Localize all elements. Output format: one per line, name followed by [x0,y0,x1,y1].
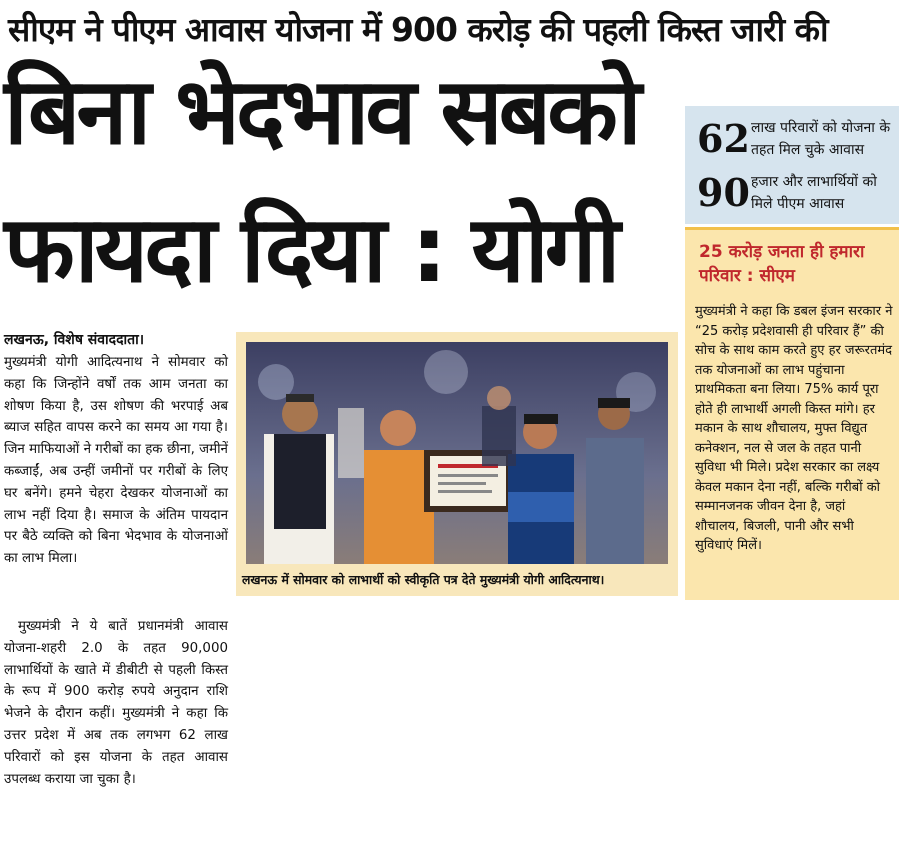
news-photo [246,342,668,564]
stat-row [697,114,897,164]
article-paragraph-2: मुख्यमंत्री ने ये बातें प्रधानमंत्री आवास योजना-शहरी 2.0 के तहत 90,000 लाभार्थियों के खाते में डीबीटी से पहली किस्त के रूप में 900 करोड़ रुपये अनुदान राशि भेजने के दौरान कहीं। मुख्यमंत्री ने कहा कि उत्तर प्रदेश में अब तक लगभग 62 लाख परिवारों को इस योजना के तहत आवास उपलब्ध कराया जा चुका है। [4,619,228,787]
photo-caption: लखनऊ में सोमवार को लाभार्थी को स्वीकृति पत्र देते मुख्यमंत्री योगी आदित्यनाथ। [242,572,605,587]
byline: लखनऊ, विशेष संवाददाता। [4,332,145,348]
sidebar-box [685,227,899,600]
main-headline-line-1: बिना भेदभाव सबको [4,58,638,165]
article-paragraph-1: मुख्यमंत्री योगी आदित्यनाथ ने सोमवार को कहा कि जिन्होंने वर्षों तक आम जनता का शोषण किया है, उस शोषण की भरपाई अब ब्याज सहित वापस करने का समय आ गया है। जिन माफियाओं ने गरीबों का हक छीना, जमीनें कब्जाईं, अब उन्हीं जमीनों पर गरीबों के लिए घर बनेंगे। हमने चेहरा देखकर योजनाओं का लाभ नहीं दिया है। समाज के अंतिम पायदान पर बैठे व्यक्ति को बिना भेदभाव के योजनाओं का लाभ मिला। [4,355,228,567]
stat-row [697,168,897,218]
stat-text: लाख परिवारों को योजना के तहत मिल चुके आवास [751,120,891,158]
stat-number: 90 [697,170,750,215]
stat-number: 62 [697,116,750,161]
photo-illustration [246,342,668,564]
sidebar-body: मुख्यमंत्री ने कहा कि डबल इंजन सरकार ने “25 करोड़ प्रदेशवासी ही परिवार हैं” की सोच के साथ काम करते हुए हर जरूरतमंद तक योजनाओं का लाभ पहुंचाना प्राथमिकता बना लिया। 75% कार्य पूरा होते ही लाभार्थी अगली किस्त मांगे। हर मकान के साथ शौचालय, मुफ्त विद्युत कनेक्शन, नल से जल के तहत पानी सुविधा भी मिले। प्रदेश सरकार का लक्ष्य केवल मकान देना नहीं, बल्कि गरीबों को सम्मानजनक जीवन देना है, जहां शौचालय, बिजली, पानी और सभी सुविधाएं मिलें। [695,304,893,553]
sidebar-heading: 25 करोड़ जनता ही हमारा परिवार : सीएम [699,242,865,286]
kicker-headline: सीएम ने पीएम आवास योजना में 900 करोड़ की पहली किस्त जारी की [8,10,828,49]
stats-box [685,106,899,224]
stat-text: हजार और लाभार्थियों को मिले पीएम आवास [751,174,877,212]
main-headline-line-2: फायदा दिया : योगी [4,196,617,303]
photo-frame [236,332,678,596]
